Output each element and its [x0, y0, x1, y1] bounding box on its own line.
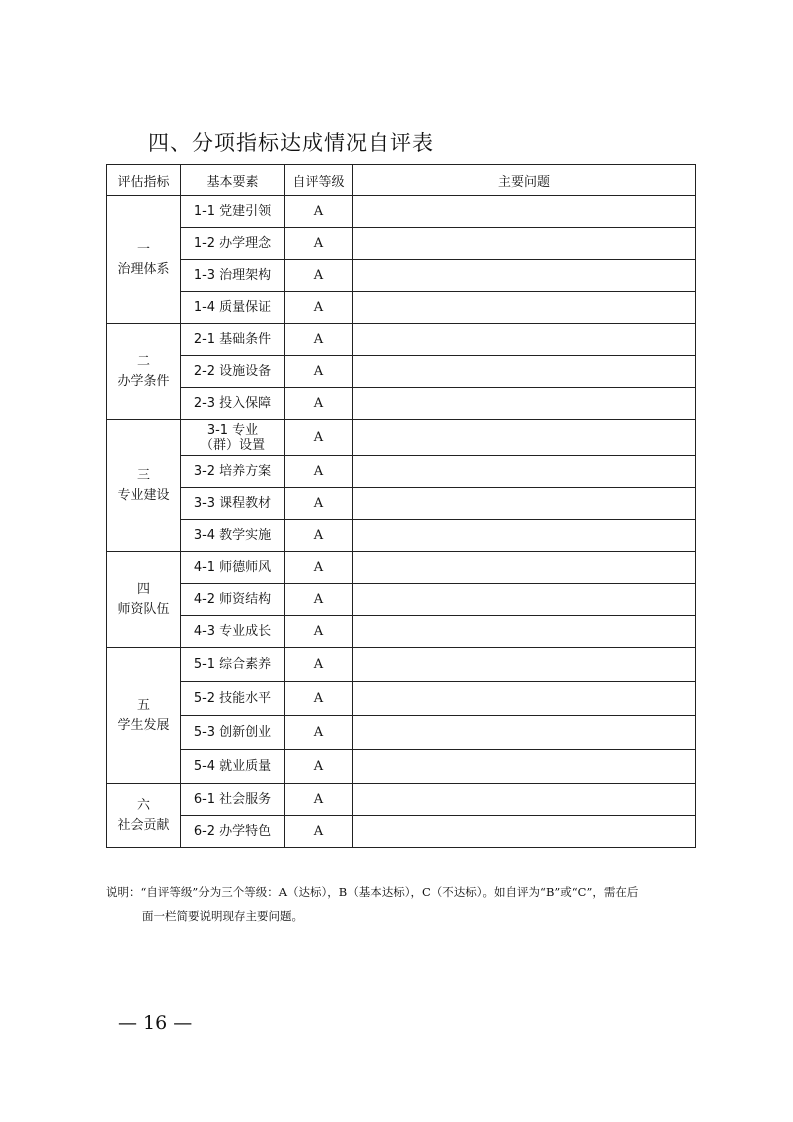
- grade-cell: A: [285, 388, 353, 420]
- grade-cell: A: [285, 750, 353, 784]
- header-element: 基本要素: [181, 165, 285, 196]
- table-row: [107, 682, 696, 716]
- grade-cell: A: [285, 616, 353, 648]
- grade-cell: A: [285, 420, 353, 456]
- issue-cell[interactable]: [353, 420, 696, 456]
- table-row: [107, 196, 696, 228]
- element-cell: 1-1 党建引领: [181, 196, 285, 228]
- table-row: [107, 388, 696, 420]
- element-cell: 1-4 质量保证: [181, 292, 285, 324]
- category-cell: [107, 784, 181, 848]
- table-row: [107, 292, 696, 324]
- issue-cell[interactable]: [353, 750, 696, 784]
- table-row: [107, 456, 696, 488]
- element-cell: 3-1 专业（群）设置: [181, 420, 285, 456]
- grade-cell: A: [285, 488, 353, 520]
- category-number: 一: [136, 241, 150, 257]
- issue-cell[interactable]: [353, 324, 696, 356]
- issue-cell[interactable]: [353, 292, 696, 324]
- element-cell: 5-4 就业质量: [181, 750, 285, 784]
- element-cell: 6-1 社会服务: [181, 784, 285, 816]
- grade-cell: A: [285, 784, 353, 816]
- header-indicator: 评估指标: [107, 165, 181, 196]
- category-number: 六: [136, 797, 150, 813]
- grade-cell: A: [285, 682, 353, 716]
- category-number: 四: [136, 581, 150, 597]
- grade-cell: A: [285, 520, 353, 552]
- explanation-note: [106, 880, 696, 928]
- element-cell: 3-4 教学实施: [181, 520, 285, 552]
- category-number: 三: [136, 467, 150, 483]
- issue-cell[interactable]: [353, 356, 696, 388]
- issue-cell[interactable]: [353, 228, 696, 260]
- element-cell: 1-2 办学理念: [181, 228, 285, 260]
- category-number: 二: [136, 353, 150, 369]
- note-line-1: 说明：“自评等级”分为三个等级：A（达标），B（基本达标），C（不达标）。如自评为“B”或“C”，需在后: [106, 885, 639, 899]
- issue-cell[interactable]: [353, 682, 696, 716]
- table-row: [107, 260, 696, 292]
- grade-cell: A: [285, 196, 353, 228]
- category-cell: [107, 324, 181, 420]
- element-cell: 6-2 办学特色: [181, 816, 285, 848]
- table-row: [107, 488, 696, 520]
- issue-cell[interactable]: [353, 784, 696, 816]
- issue-cell[interactable]: [353, 260, 696, 292]
- grade-cell: A: [285, 552, 353, 584]
- table-row: [107, 616, 696, 648]
- table-row: [107, 520, 696, 552]
- category-cell: [107, 420, 181, 552]
- issue-cell[interactable]: [353, 488, 696, 520]
- category-name: 办学条件: [117, 373, 170, 389]
- table-row: [107, 716, 696, 750]
- table-row: [107, 584, 696, 616]
- element-cell: 4-2 师资结构: [181, 584, 285, 616]
- element-cell: 4-3 专业成长: [181, 616, 285, 648]
- self-evaluation-table: [106, 164, 696, 848]
- category-cell: [107, 196, 181, 324]
- issue-cell[interactable]: [353, 584, 696, 616]
- element-cell: 5-3 创新创业: [181, 716, 285, 750]
- issue-cell[interactable]: [353, 716, 696, 750]
- note-line-2: 面一栏简要说明现存主要问题。: [142, 909, 303, 923]
- element-cell: 4-1 师德师风: [181, 552, 285, 584]
- table-row: [107, 552, 696, 584]
- element-cell: 2-2 设施设备: [181, 356, 285, 388]
- header-grade: 自评等级: [285, 165, 353, 196]
- element-cell: 3-2 培养方案: [181, 456, 285, 488]
- element-cell: 2-3 投入保障: [181, 388, 285, 420]
- issue-cell[interactable]: [353, 552, 696, 584]
- grade-cell: A: [285, 584, 353, 616]
- category-number: 五: [136, 697, 150, 713]
- element-cell: 5-1 综合素养: [181, 648, 285, 682]
- table-row: [107, 324, 696, 356]
- element-cell: 5-2 技能水平: [181, 682, 285, 716]
- table-row: [107, 420, 696, 456]
- category-name: 治理体系: [117, 261, 170, 277]
- element-cell: 2-1 基础条件: [181, 324, 285, 356]
- issue-cell[interactable]: [353, 388, 696, 420]
- table-row: [107, 816, 696, 848]
- grade-cell: A: [285, 816, 353, 848]
- grade-cell: A: [285, 292, 353, 324]
- issue-cell[interactable]: [353, 816, 696, 848]
- category-name: 师资队伍: [117, 601, 170, 617]
- issue-cell[interactable]: [353, 520, 696, 552]
- grade-cell: A: [285, 324, 353, 356]
- issue-cell[interactable]: [353, 456, 696, 488]
- category-cell: [107, 552, 181, 648]
- element-cell: 1-3 治理架构: [181, 260, 285, 292]
- table-row: [107, 356, 696, 388]
- table-row: [107, 648, 696, 682]
- category-name: 专业建设: [117, 487, 170, 503]
- table-row: [107, 750, 696, 784]
- header-issue: 主要问题: [353, 165, 696, 196]
- table-header-row: [107, 165, 696, 196]
- grade-cell: A: [285, 456, 353, 488]
- grade-cell: A: [285, 260, 353, 292]
- grade-cell: A: [285, 716, 353, 750]
- issue-cell[interactable]: [353, 648, 696, 682]
- table-row: [107, 228, 696, 260]
- grade-cell: A: [285, 356, 353, 388]
- category-name: 社会贡献: [117, 817, 170, 833]
- category-cell: [107, 648, 181, 784]
- element-cell: 3-3 课程教材: [181, 488, 285, 520]
- issue-cell[interactable]: [353, 196, 696, 228]
- page-number: — 16 —: [118, 1012, 193, 1034]
- page-title: 四、分项指标达成情况自评表: [148, 131, 434, 155]
- table-row: [107, 784, 696, 816]
- grade-cell: A: [285, 648, 353, 682]
- issue-cell[interactable]: [353, 616, 696, 648]
- category-name: 学生发展: [117, 717, 170, 733]
- grade-cell: A: [285, 228, 353, 260]
